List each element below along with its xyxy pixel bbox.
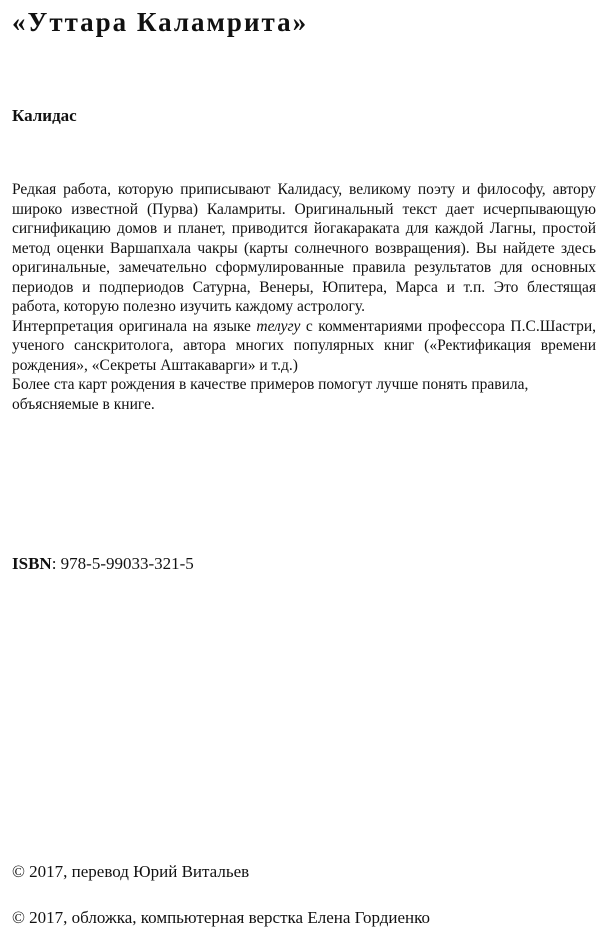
book-description bbox=[12, 180, 596, 414]
description-paragraph-1: Редкая работа, которую приписывают Калидасу, великому поэту и философу, автору широко известной (Пурва) Каламриты. Оригинальный текст дает исчерпывающую сигнификацию домов и планет, приводится йогакараката для каждой Лагны, простой метод оценки Варшапхала чакры (карты солнечного возвращения). Вы найдете здесь оригинальные, замечательно сформулированные правила результатов для основных периодов и подпериодов Сатурна, Венеры, Юпитера, Марса и т.п. Это блестящая работа, которую полезно изучить каждому астрологу. bbox=[12, 181, 596, 315]
description-paragraph-2-start: Интерпретация оригинала на языке bbox=[12, 317, 257, 335]
copyright-translation: © 2017, перевод Юрий Витальев bbox=[12, 862, 250, 881]
isbn-line bbox=[12, 552, 194, 576]
language-name: телугу bbox=[256, 317, 301, 335]
copyright-cover-layout: © 2017, обложка, компьютерная верстка Елена Гордиенко bbox=[12, 908, 431, 927]
book-title: «Уттара Каламрита» bbox=[12, 7, 309, 37]
description-paragraph-2 bbox=[12, 317, 596, 376]
description-paragraph-3: Более ста карт рождения в качестве примеров помогут лучше понять правила, объясняемые в книге. bbox=[12, 376, 529, 413]
isbn-label: ISBN bbox=[12, 554, 52, 573]
isbn-value: : 978-5-99033-321-5 bbox=[51, 554, 194, 573]
author-name: Калидас bbox=[12, 106, 77, 125]
description-paragraph-2-end: с комментариями профессора П.С.Шастри, ученого санскритолога, автора многих популярных книг («Ректификация времени рождения», «Секреты Аштакаварги» и т.д.) bbox=[12, 317, 596, 374]
